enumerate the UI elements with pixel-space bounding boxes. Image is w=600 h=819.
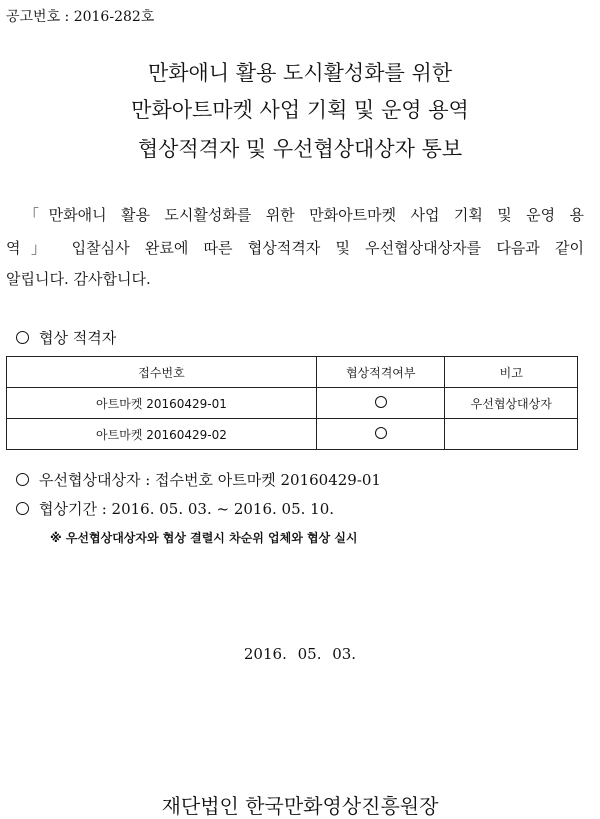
header-remark: 비고 (445, 357, 578, 388)
intro-line-2: 역」 입찰심사 완료에 따른 협상적격자 및 우선협상대상자를 다음과 같이 (6, 239, 584, 257)
circle-bullet-icon (16, 331, 29, 344)
section-priority-label: 우선협상대상자 : 접수번호 아트마켓 20160429-01 (39, 471, 381, 489)
section-eligible-label: 협상 적격자 (39, 329, 117, 347)
table-row (7, 388, 578, 419)
section-period-label: 협상기간 : 2016. 05. 03. ~ 2016. 05. 10. (39, 500, 335, 518)
issuer-name: 재단법인 한국만화영상진흥원장 (161, 794, 439, 818)
eligible-circle-icon (375, 427, 387, 439)
title-line-1: 만화애니 활용 도시활성화를 위한 (147, 61, 453, 85)
eligibility-table (6, 356, 578, 450)
eligible-circle-icon (375, 396, 387, 408)
row-remark (445, 419, 578, 450)
row-number: 아트마켓 20160429-01 (7, 388, 317, 419)
section-priority (16, 469, 381, 490)
row-eligible (316, 419, 445, 450)
negotiation-note: ※ 우선협상대상자와 협상 결렬시 차순위 업체와 협상 실시 (50, 531, 358, 545)
intro-line-3: 알립니다. 감사합니다. (6, 270, 151, 288)
table-row (7, 419, 578, 450)
section-period (16, 498, 334, 519)
notice-date: 2016. 05. 03. (243, 645, 357, 663)
notice-number: 공고번호 : 2016-282호 (6, 9, 155, 25)
row-remark: 우선협상대상자 (445, 388, 578, 419)
title-line-3: 협상적격자 및 우선협상대상자 통보 (137, 137, 463, 161)
circle-bullet-icon (16, 473, 29, 486)
intro-line-1: 「만화애니 활용 도시활성화를 위한 만화아트마켓 사업 기획 및 운영 용 (24, 206, 584, 224)
section-eligible (16, 327, 116, 348)
circle-bullet-icon (16, 502, 29, 515)
header-eligible: 협상적격여부 (316, 357, 445, 388)
row-eligible (316, 388, 445, 419)
row-number: 아트마켓 20160429-02 (7, 419, 317, 450)
table-header-row (7, 357, 578, 388)
header-number: 접수번호 (7, 357, 317, 388)
title-line-2: 만화아트마켓 사업 기획 및 운영 용역 (131, 98, 469, 122)
